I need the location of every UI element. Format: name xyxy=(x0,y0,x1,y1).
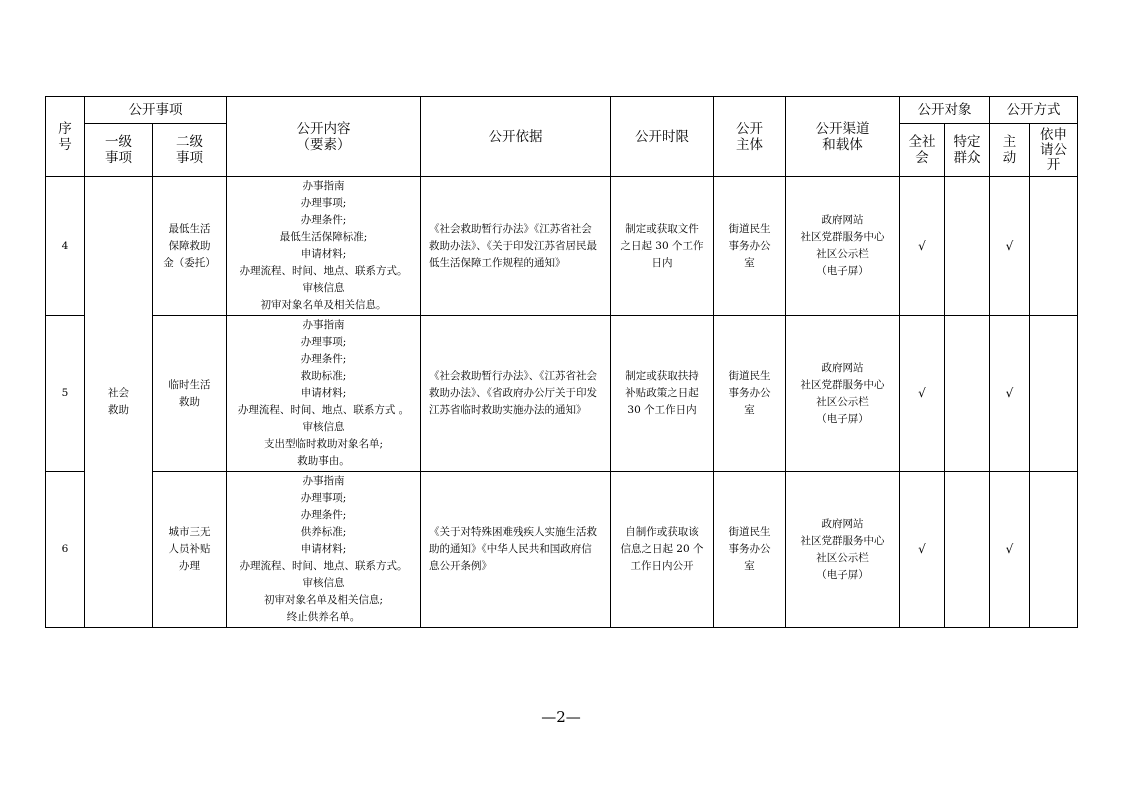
col-method-request-header: 依申 请公 开 xyxy=(1030,124,1078,177)
row-subject: 街道民生 事务办公 室 xyxy=(714,472,786,628)
col-seq-header: 序 号 xyxy=(46,97,85,177)
row-channel: 政府网站 社区党群服务中心 社区公示栏 （电子屏） xyxy=(786,177,900,316)
page-number: —2— xyxy=(541,708,581,726)
row-method-active: √ xyxy=(990,177,1030,316)
row-seq: 4 xyxy=(46,177,85,316)
col-subject-header: 公开 主体 xyxy=(714,97,786,177)
row-method-request xyxy=(1030,472,1078,628)
row-channel: 政府网站 社区党群服务中心 社区公示栏 （电子屏） xyxy=(786,472,900,628)
col-matters-header: 公开事项 xyxy=(85,97,227,124)
row-target-specific xyxy=(945,316,990,472)
row-method-active: √ xyxy=(990,316,1030,472)
col-target-specific-header: 特定 群众 xyxy=(945,124,990,177)
col-method-header: 公开方式 xyxy=(990,97,1078,124)
row-level2: 临时生活 救助 xyxy=(153,316,227,472)
col-target-all-header: 全社 会 xyxy=(900,124,945,177)
table-row xyxy=(46,316,1078,472)
row-method-request xyxy=(1030,316,1078,472)
row-subject: 街道民生 事务办公 室 xyxy=(714,316,786,472)
row-time-limit: 自制作或获取该 信息之日起 20 个 工作日内公开 xyxy=(611,472,714,628)
row-time-limit: 制定或获取文件 之日起 30 个工作 日内 xyxy=(611,177,714,316)
row-channel: 政府网站 社区党群服务中心 社区公示栏 （电子屏） xyxy=(786,316,900,472)
row-method-active: √ xyxy=(990,472,1030,628)
col-target-header: 公开对象 xyxy=(900,97,990,124)
table-row xyxy=(46,177,1078,316)
row-target-specific xyxy=(945,177,990,316)
disclosure-table xyxy=(45,96,1078,628)
row-target-specific xyxy=(945,472,990,628)
row-basis: 《社会救助暂行办法》《江苏省社会救助办法》、《关于印发江苏省居民最低生活保障工作规程的通知》 xyxy=(421,177,611,316)
row-target-all: √ xyxy=(900,316,945,472)
row-seq: 6 xyxy=(46,472,85,628)
col-channel-header: 公开渠道 和载体 xyxy=(786,97,900,177)
row-subject: 街道民生 事务办公 室 xyxy=(714,177,786,316)
col-basis-header: 公开依据 xyxy=(421,97,611,177)
col-level2-header: 二级 事项 xyxy=(153,124,227,177)
col-time-limit-header: 公开时限 xyxy=(611,97,714,177)
row-content: 办事指南 办理事项; 办理条件; 救助标准; 申请材料; 办理流程、时间、地点、联系方式 。 审核信息 支出型临时救助对象名单; 救助事由。 xyxy=(227,316,421,472)
row-time-limit: 制定或获取扶持 补贴政策之日起 30 个工作日内 xyxy=(611,316,714,472)
row-seq: 5 xyxy=(46,316,85,472)
row-basis: 《社会救助暂行办法》、《江苏省社会救助办法》、《省政府办公厅关于印发江苏省临时救助实施办法的通知》 xyxy=(421,316,611,472)
level1-cell: 社会 救助 xyxy=(85,177,153,628)
row-target-all: √ xyxy=(900,177,945,316)
row-level2: 城市三无 人员补贴 办理 xyxy=(153,472,227,628)
table-row xyxy=(46,472,1078,628)
row-target-all: √ xyxy=(900,472,945,628)
row-method-request xyxy=(1030,177,1078,316)
col-method-active-header: 主 动 xyxy=(990,124,1030,177)
col-level1-header: 一级 事项 xyxy=(85,124,153,177)
col-content-header: 公开内容 （要素） xyxy=(227,97,421,177)
row-content: 办事指南 办理事项; 办理条件; 供养标准; 申请材料; 办理流程、时间、地点、联系方式。 审核信息 初审对象名单及相关信息; 终止供养名单。 xyxy=(227,472,421,628)
row-content: 办事指南 办理事项; 办理条件; 最低生活保障标准; 申请材料; 办理流程、时间、地点、联系方式。 审核信息 初审对象名单及相关信息。 xyxy=(227,177,421,316)
row-basis: 《关于对特殊困难残疾人实施生活救助的通知》《中华人民共和国政府信息公开条例》 xyxy=(421,472,611,628)
row-level2: 最低生活 保障救助 金（委托） xyxy=(153,177,227,316)
